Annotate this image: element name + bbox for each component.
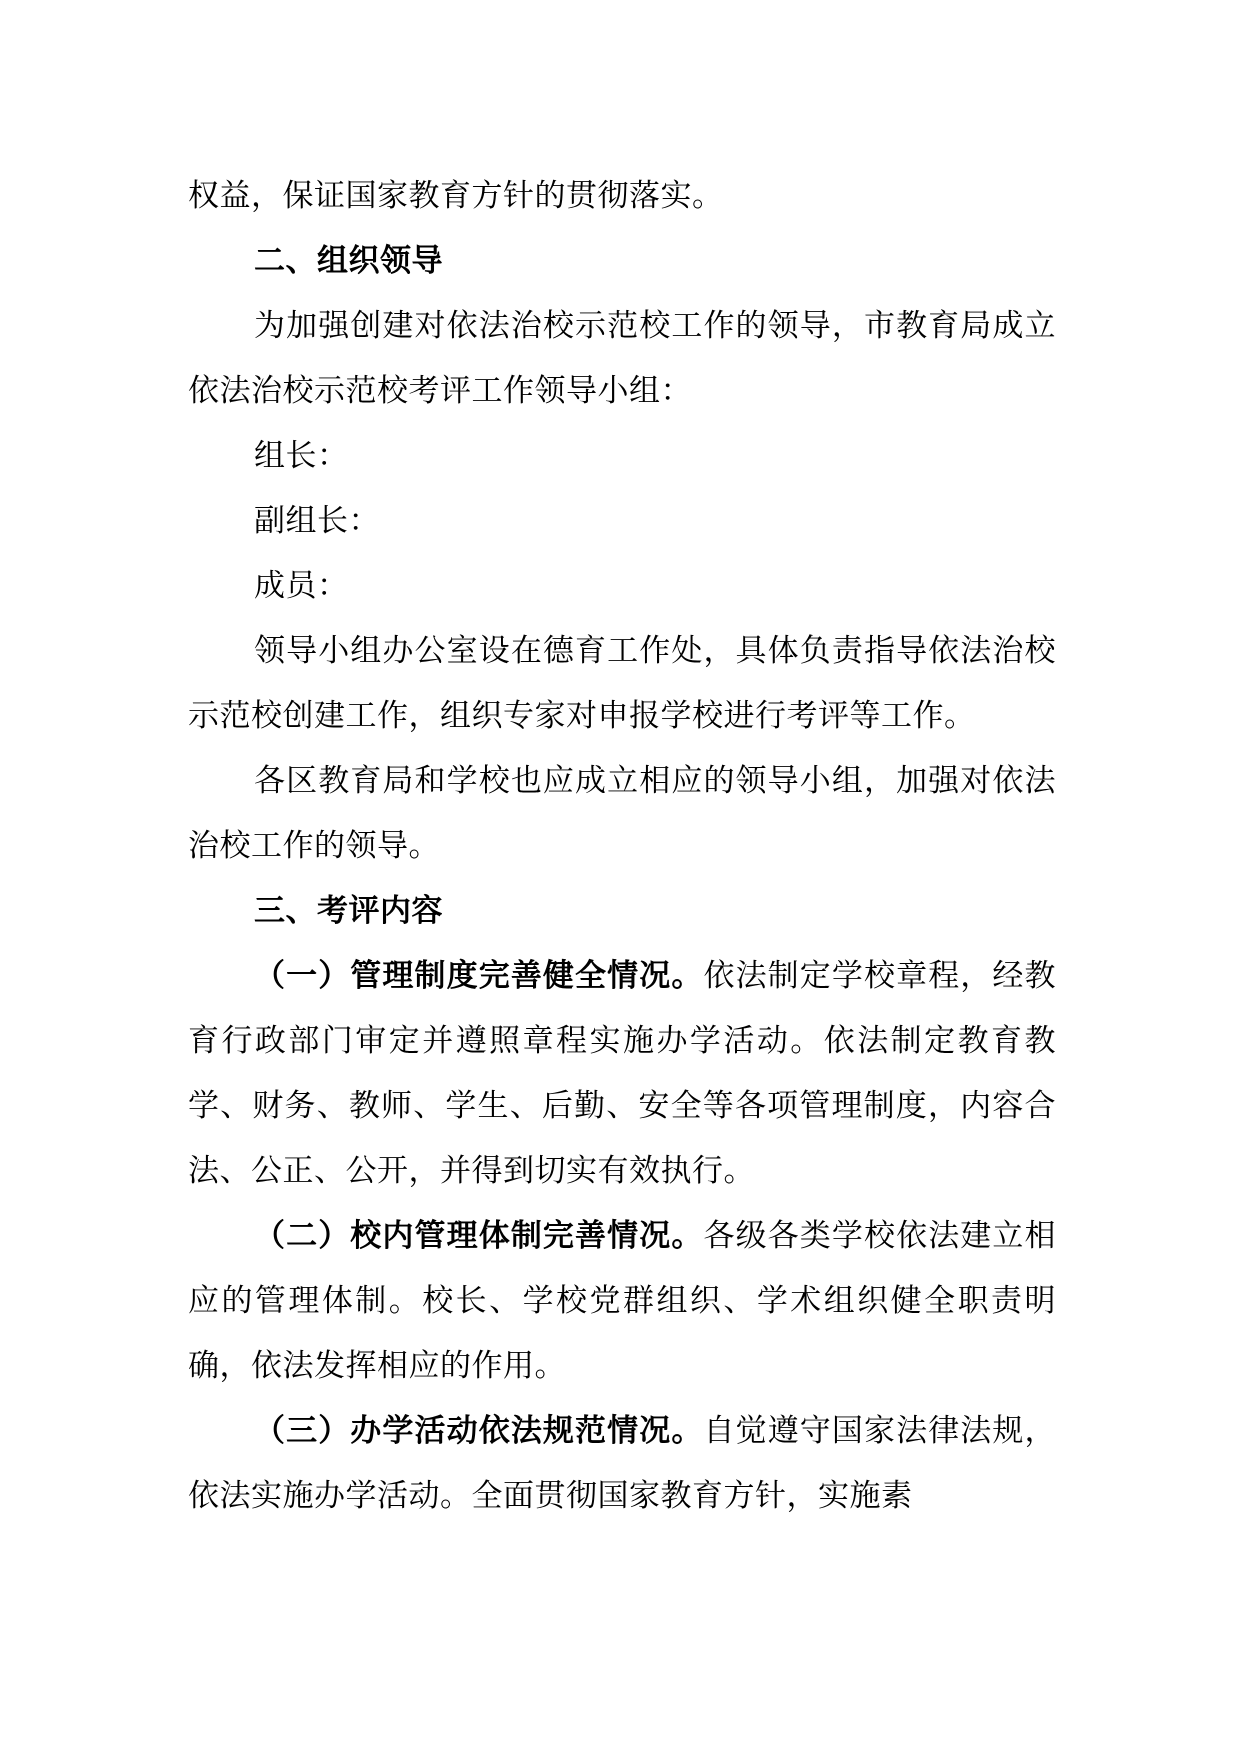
evaluation-item-2 bbox=[188, 1204, 1056, 1399]
evaluation-item-3 bbox=[188, 1399, 1056, 1529]
evaluation-item-2-lead: （二）校内管理体制完善情况。 bbox=[254, 1218, 704, 1254]
paragraph-rights: 权益，保证国家教育方针的贯彻落实。 bbox=[188, 178, 724, 214]
section-heading-evaluation-content: 三、考评内容 bbox=[254, 893, 443, 929]
vice-leader-line: 副组长： bbox=[254, 503, 380, 539]
leader-line: 组长： bbox=[254, 438, 349, 474]
evaluation-item-1 bbox=[188, 944, 1056, 1204]
members-line: 成员： bbox=[254, 568, 349, 604]
evaluation-item-2-text: 各级各类学校依法建立相应的管理体制。校长、学校党群组织、学术组织健全职责明确，依法发挥相应的作用。 bbox=[188, 1218, 1057, 1384]
evaluation-item-1-text: 依法制定学校章程，经教育行政部门审定并遵照章程实施办学活动。依法制定教育教学、财务、教师、学生、后勤、安全等各项管理制度，内容合法、公正、公开，并得到切实有效执行。 bbox=[188, 958, 1057, 1189]
evaluation-item-3-lead: （三）办学活动依法规范情况。 bbox=[254, 1413, 704, 1449]
paragraph-district-groups: 各区教育局和学校也应成立相应的领导小组，加强对依法治校工作的领导。 bbox=[188, 763, 1056, 864]
evaluation-item-3-text: 自觉遵守国家法律法规，依法实施办学活动。全面贯彻国家教育方针，实施素 bbox=[188, 1413, 1057, 1514]
paragraph-leadership-group: 为加强创建对依法治校示范校工作的领导，市教育局成立依法治校示范校考评工作领导小组： bbox=[188, 308, 1056, 409]
paragraph-office: 领导小组办公室设在德育工作处，具体负责指导依法治校示范校创建工作，组织专家对申报学校进行考评等工作。 bbox=[188, 633, 1056, 734]
section-heading-organization: 二、组织领导 bbox=[254, 243, 443, 279]
evaluation-item-1-lead: （一）管理制度完善健全情况。 bbox=[254, 958, 704, 994]
document-body bbox=[188, 164, 1056, 1529]
